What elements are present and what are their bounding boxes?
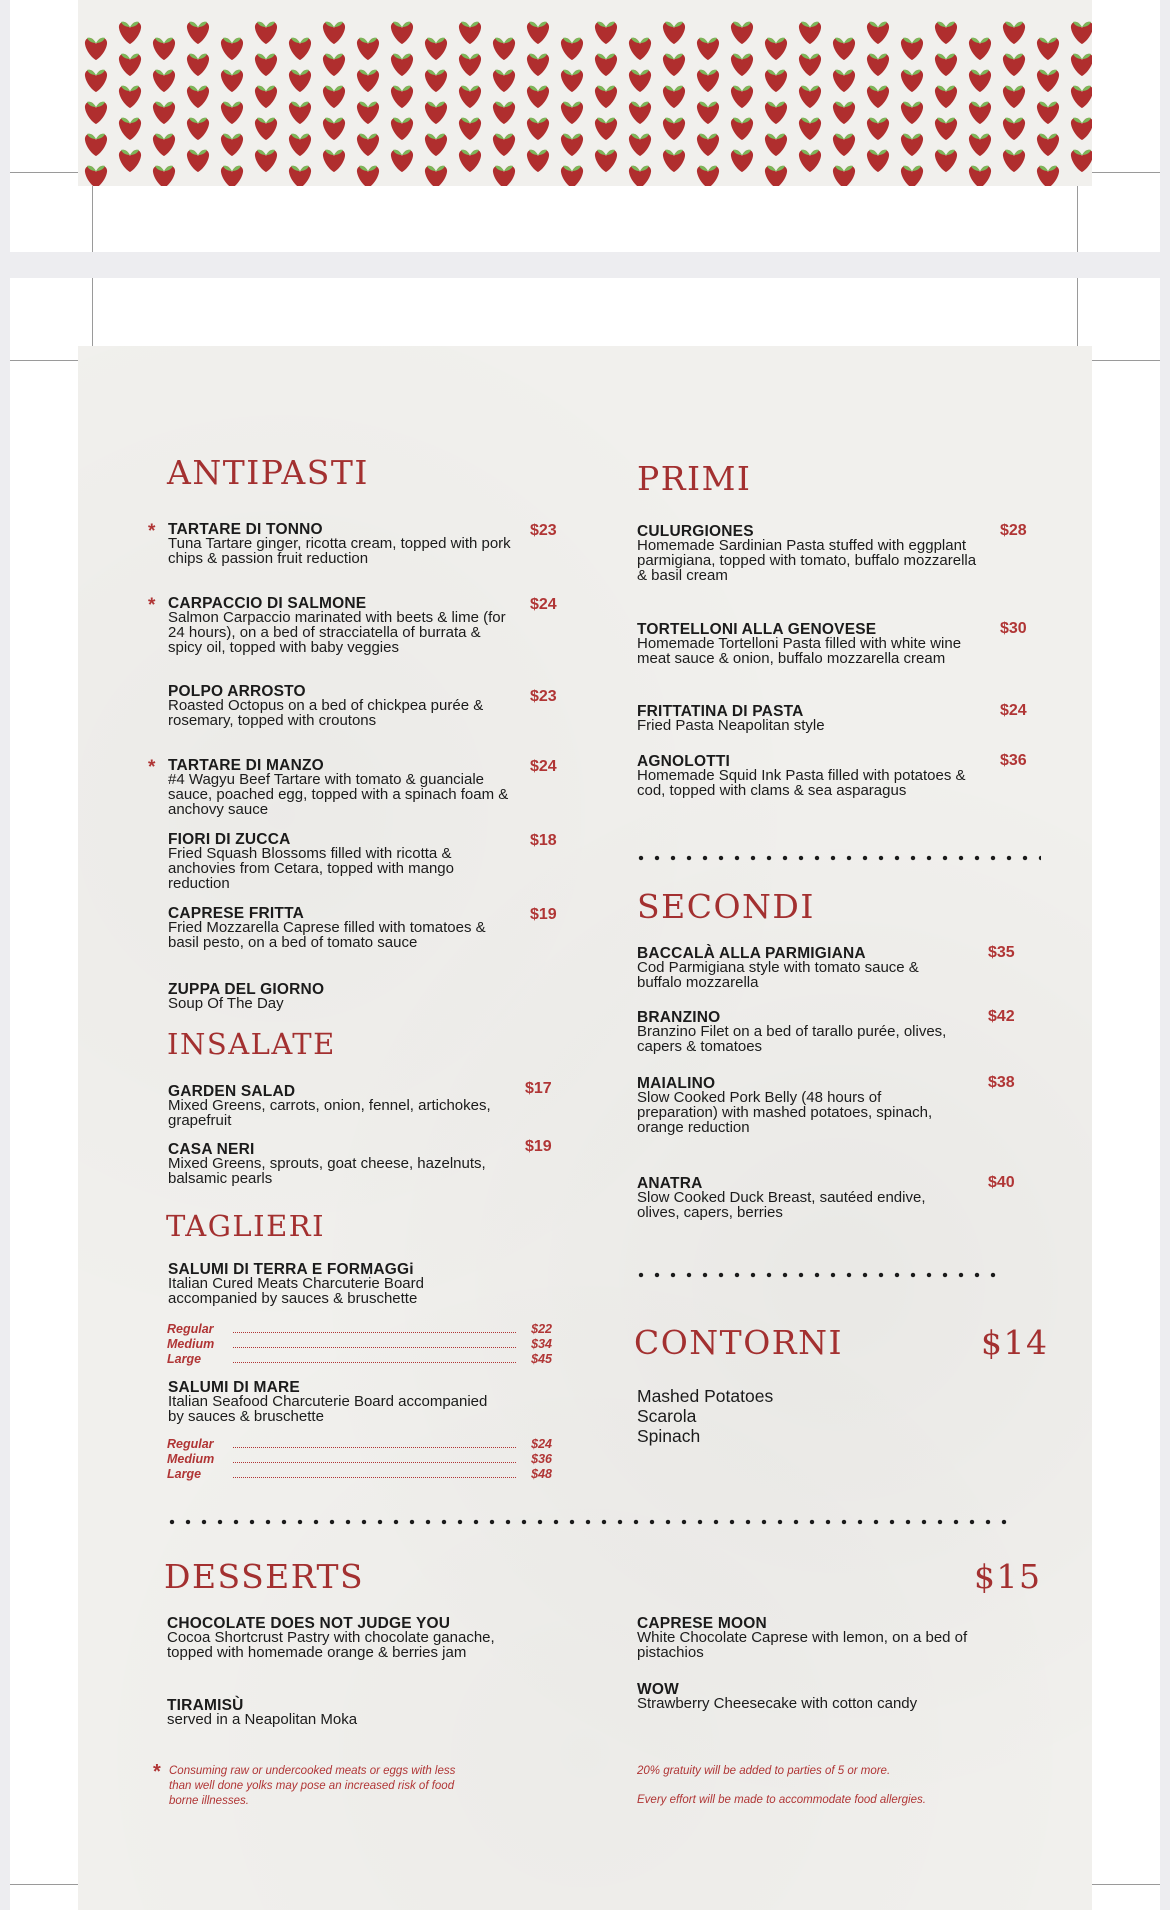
apple-icon [218,96,246,126]
apple-icon [762,32,790,62]
item-price: $40 [988,1174,1015,1191]
apple-icon [898,32,926,62]
apple-icon [184,112,212,142]
dot-leader [233,1462,516,1463]
apple-icon [252,48,280,78]
apple-icon [1034,96,1062,126]
dessert-tiramisu [167,1698,507,1728]
apple-icon [558,160,586,186]
menu-item-tartare-di-manzo [168,758,513,817]
item-price: $38 [988,1074,1015,1091]
apple-icon [1000,16,1028,46]
apple-icon [456,144,484,174]
item-desc: #4 Wagyu Beef Tartare with tomato & guanciale sauce, poached egg, topped with a spinach foam & anchovy sauce [168,771,509,818]
apple-icon [830,160,858,186]
size-price-row [167,1352,552,1366]
apple-icon [490,160,518,186]
apple-icon [82,64,110,94]
apple-icon [218,128,246,158]
apple-icon [456,48,484,78]
size-price: $36 [531,1452,552,1466]
apple-icon [320,112,348,142]
crop-mark [10,172,78,173]
apple-icon [1000,80,1028,110]
size-label: Regular [167,1322,214,1336]
apple-icon [592,16,620,46]
item-name: CARPACCIO DI SALMONE [168,595,367,612]
apple-icon [1068,112,1092,142]
apple-icon [388,80,416,110]
apple-icon [354,64,382,94]
apple-icon [286,32,314,62]
item-name: BACCALÀ ALLA PARMIGIANA [637,945,866,962]
apple-icon [830,128,858,158]
dessert-caprese-moon [637,1616,977,1661]
apple-icon [762,160,790,186]
apple-icon [524,80,552,110]
apple-icon [456,16,484,46]
menu-item-salumi-di-terra [168,1262,498,1307]
item-price: $17 [525,1080,552,1097]
item-name: WOW [637,1681,679,1698]
apple-icon [116,144,144,174]
apple-icon [694,32,722,62]
item-desc: Slow Cooked Pork Belly (48 hours of preparation) with mashed potatoes, spinach, orange reduction [637,1089,933,1136]
apple-icon [932,48,960,78]
apple-icon [762,64,790,94]
apple-icon [1068,144,1092,174]
item-price: $19 [525,1138,552,1155]
apple-icon [1034,32,1062,62]
menu-item-culurgiones [637,524,977,583]
apple-icon [966,128,994,158]
apple-icon [1068,48,1092,78]
apple-icon [864,80,892,110]
apple-icon [354,32,382,62]
apple-icon [252,80,280,110]
menu-item-garden-salad [168,1084,513,1129]
menu-item-baccala [637,946,967,991]
menu-item-frittatina [637,704,977,734]
apple-icon [966,160,994,186]
item-name: CAPRESE FRITTA [168,905,304,922]
size-price-row [167,1322,552,1336]
item-desc: Fried Squash Blossoms filled with ricotta & anchovies from Cetara, topped with mango reduction [168,845,454,892]
item-name: SALUMI DI TERRA E FORMAGGi [168,1261,414,1278]
size-price: $34 [531,1337,552,1351]
apple-icon [626,128,654,158]
apple-icon [286,160,314,186]
apple-icon [252,16,280,46]
apple-icon [694,64,722,94]
apple-icon [456,112,484,142]
item-desc: Mixed Greens, carrots, onion, fennel, artichokes, grapefruit [168,1097,491,1129]
crop-mark [1092,360,1160,361]
apple-icon [592,112,620,142]
secondi-title: SECONDI [637,887,815,926]
item-desc: Fried Pasta Neapolitan style [637,717,825,734]
item-desc: Homemade Tortelloni Pasta filled with white wine meat sauce & onion, buffalo mozzarella cream [637,635,962,667]
item-name: BRANZINO [637,1009,721,1026]
item-name: POLPO ARROSTO [168,683,306,700]
apple-icon [524,112,552,142]
apple-icon [660,144,688,174]
apple-icon [388,48,416,78]
item-name: AGNOLOTTI [637,753,731,770]
apple-icon [660,112,688,142]
menu-item-tartare-di-tonno [168,522,513,567]
item-name: CASA NERI [168,1141,255,1158]
apple-icon [1000,112,1028,142]
apple-icon [830,96,858,126]
apple-icon [728,144,756,174]
size-price-row [167,1452,552,1466]
apple-icon [558,96,586,126]
item-desc: Mixed Greens, sprouts, goat cheese, hazelnuts, balsamic pearls [168,1155,486,1187]
apple-icon [558,128,586,158]
dot-leader [233,1362,516,1363]
apple-icon [320,144,348,174]
apple-icon [524,48,552,78]
apple-icon [762,96,790,126]
apple-icon [320,80,348,110]
menu-item-tortelloni [637,622,977,667]
apple-icon [626,64,654,94]
item-name: ZUPPA DEL GIORNO [168,981,325,998]
crop-mark [92,186,93,252]
item-price: $24 [1000,702,1027,719]
apple-icon [932,80,960,110]
raw-food-warning: Consuming raw or undercooked meats or eggs with less than well done yolks may pose an increased risk of food borne illnesses. [169,1765,456,1807]
item-desc: Homemade Squid Ink Pasta filled with potatoes & cod, topped with clams & sea asparagus [637,767,966,799]
apple-icon [762,128,790,158]
apple-icon [150,96,178,126]
apple-icon [218,32,246,62]
allergy-note: Every effort will be made to accommodate food allergies. [637,1794,926,1806]
apple-icon [116,80,144,110]
apple-icon [626,160,654,186]
item-name: FIORI DI ZUCCA [168,831,291,848]
apple-icon [1000,48,1028,78]
apple-icon [694,160,722,186]
apple-icon [728,48,756,78]
menu-item-carpaccio-di-salmone [168,596,513,655]
apple-icon [898,128,926,158]
item-price: $30 [1000,620,1027,637]
apple-icon [626,32,654,62]
item-desc: Slow Cooked Duck Breast, sautéed endive, olives, capers, berries [637,1189,926,1221]
item-desc: Italian Cured Meats Charcuterie Board accompanied by sauces & bruschette [168,1275,424,1307]
item-name: GARDEN SALAD [168,1083,296,1100]
item-price: $24 [530,596,557,613]
apple-icon [558,64,586,94]
size-label: Large [167,1352,202,1366]
apple-icon [966,96,994,126]
apple-icon [490,32,518,62]
size-label: Medium [167,1452,215,1466]
item-price: $42 [988,1008,1015,1025]
apple-icon [1000,144,1028,174]
item-name: SALUMI DI MARE [168,1379,300,1396]
apple-icon [116,112,144,142]
apple-icon [898,64,926,94]
menu-item-zuppa-del-giorno [168,982,513,1012]
item-name: TARTARE DI MANZO [168,757,324,774]
item-name: FRITTATINA DI PASTA [637,703,804,720]
item-desc: Branzino Filet on a bed of tarallo purée, olives, capers & tomatoes [637,1023,947,1055]
apple-icon [1034,128,1062,158]
apple-icon [218,160,246,186]
crop-mark [92,278,93,346]
apple-icon [218,64,246,94]
item-desc: Cod Parmigiana style with tomato sauce & buffalo mozzarella [637,959,919,991]
item-desc: White Chocolate Caprese with lemon, on a bed of pistachios [637,1629,968,1661]
apple-icon [184,144,212,174]
primi-title: PRIMI [637,459,752,498]
size-label: Regular [167,1437,214,1451]
gratuity-note: 20% gratuity will be added to parties of 5 or more. [637,1765,891,1777]
menu-item-maialino [637,1076,937,1135]
apple-icon [694,96,722,126]
size-price: $22 [531,1322,552,1336]
menu-item-agnolotti [637,754,977,799]
item-name: CAPRESE MOON [637,1615,767,1632]
apple-icon [898,160,926,186]
apple-icon [252,112,280,142]
taglieri-title: TAGLIERI [166,1209,326,1243]
item-name: MAIALINO [637,1075,716,1092]
apple-icon [388,112,416,142]
dessert-chocolate [167,1616,507,1661]
item-desc: Salmon Carpaccio marinated with beets & lime (for 24 hours), on a bed of stracciatella of burrata & spicy oil, topped with baby veggies [168,609,506,656]
apple-icon [388,144,416,174]
item-desc: Italian Seafood Charcuterie Board accompanied by sauces & bruschette [168,1393,488,1425]
apple-icon [320,16,348,46]
item-price: $24 [530,758,557,775]
crop-mark [1077,278,1078,346]
item-price: $23 [530,522,557,539]
item-desc: Cocoa Shortcrust Pastry with chocolate ganache, topped with homemade orange & berries jam [167,1629,495,1661]
desserts-title: DESSERTS [164,1557,365,1596]
size-price-row [167,1337,552,1351]
apple-icon [626,96,654,126]
apple-icon [286,96,314,126]
apple-icon [116,16,144,46]
apple-icon [490,64,518,94]
apple-icon [150,128,178,158]
apple-icon [184,16,212,46]
dessert-wow [637,1682,1007,1712]
apple-icon [1034,64,1062,94]
apple-icon [796,16,824,46]
apple-icon [524,144,552,174]
apple-icon [660,80,688,110]
apple-icon [728,112,756,142]
size-price: $48 [531,1467,552,1481]
dot-leader [233,1332,516,1333]
apple-icon [660,48,688,78]
apple-icon [660,16,688,46]
dot-leader [233,1477,516,1478]
menu-item-branzino [637,1010,967,1055]
apple-icon [150,64,178,94]
antipasti-title: ANTIPASTI [167,453,369,492]
apple-icon [796,80,824,110]
apple-icon [1068,16,1092,46]
footnote-star: * [153,1761,161,1783]
item-desc: Roasted Octopus on a bed of chickpea purée & rosemary, topped with croutons [168,697,484,729]
apple-icon [966,32,994,62]
contorni-price: $14 [981,1323,1049,1362]
apple-icon [728,80,756,110]
apple-icon [830,32,858,62]
menu-item-polpo-arrosto [168,684,513,729]
side-item: Scarola [637,1406,697,1426]
item-desc: served in a Neapolitan Moka [167,1711,358,1728]
insalate-title: INSALATE [167,1027,336,1061]
dot-leader [233,1447,516,1448]
menu-item-salumi-di-mare [168,1380,498,1425]
dotted-divider [633,855,1041,861]
item-desc: Strawberry Cheesecake with cotton candy [637,1695,918,1712]
apple-icon [592,48,620,78]
contorni-title: CONTORNI [634,1323,844,1362]
apple-icon [864,48,892,78]
apple-icon [864,16,892,46]
item-price: $36 [1000,752,1027,769]
apple-icon [694,128,722,158]
item-price: $35 [988,944,1015,961]
item-price: $18 [530,832,557,849]
apple-icon [184,48,212,78]
menu-item-anatra [637,1176,967,1221]
apple-icon [82,96,110,126]
item-desc: Soup Of The Day [168,995,284,1012]
apple-icon [286,128,314,158]
apple-pattern-band [78,0,1092,186]
apple-icon [796,144,824,174]
apple-icon [932,112,960,142]
item-desc: Tuna Tartare ginger, ricotta cream, topped with pork chips & passion fruit reduction [168,535,511,567]
apple-icon [422,128,450,158]
apple-icon [422,32,450,62]
apple-icon [82,128,110,158]
item-price: $28 [1000,522,1027,539]
apple-icon [286,64,314,94]
apple-icon [592,144,620,174]
crop-mark [10,360,78,361]
dotted-divider [633,1272,1001,1278]
raw-marker-star: * [148,521,156,542]
apple-icon [150,32,178,62]
side-item: Spinach [637,1426,701,1446]
apple-icon [898,96,926,126]
apple-icon [864,144,892,174]
apple-icon [422,96,450,126]
item-name: TORTELLONI ALLA GENOVESE [637,621,877,638]
size-price: $24 [531,1437,552,1451]
item-price: $23 [530,688,557,705]
apple-icon [456,80,484,110]
side-item: Mashed Potatoes [637,1386,774,1406]
apple-icon [354,96,382,126]
crop-mark [1092,1884,1160,1885]
apple-icon [116,48,144,78]
apple-icon [1068,80,1092,110]
crop-mark [1077,186,1078,252]
apple-icon [354,128,382,158]
apple-icon [864,112,892,142]
menu-item-fiori-di-zucca [168,832,513,891]
apple-icon [490,128,518,158]
apple-icon [592,80,620,110]
item-name: TIRAMISÙ [167,1697,244,1714]
size-price-row [167,1437,552,1451]
item-price: $19 [530,906,557,923]
apple-icon [422,160,450,186]
apple-icon [490,96,518,126]
size-price: $45 [531,1352,552,1366]
apple-icon [830,64,858,94]
item-name: CHOCOLATE DOES NOT JUDGE YOU [167,1615,451,1632]
item-name: ANATRA [637,1175,703,1192]
size-label: Medium [167,1337,215,1351]
apple-icon [388,16,416,46]
raw-marker-star: * [148,595,156,616]
apple-icon [932,16,960,46]
menu-item-casa-neri [168,1142,513,1187]
size-label: Large [167,1467,202,1481]
item-desc: Fried Mozzarella Caprese filled with tomatoes & basil pesto, on a bed of tomato sauce [168,919,486,951]
apple-icon [320,48,348,78]
apple-icon [796,48,824,78]
raw-marker-star: * [148,757,156,778]
item-name: CULURGIONES [637,523,754,540]
apple-icon [932,144,960,174]
apple-icon [558,32,586,62]
menu-item-caprese-fritta [168,906,513,951]
apple-icon [184,80,212,110]
item-desc: Homemade Sardinian Pasta stuffed with eggplant parmigiana, topped with tomato, buffalo mozzarella & basil cream [637,537,977,584]
apple-icon [728,16,756,46]
apple-icon [966,64,994,94]
size-price-row [167,1467,552,1481]
dot-leader [233,1347,516,1348]
desserts-price: $15 [974,1557,1042,1596]
crop-mark [10,1884,78,1885]
dotted-divider [164,1519,1012,1525]
apple-icon [354,160,382,186]
apple-icon [82,160,110,186]
apple-icon [422,64,450,94]
apple-icon [252,144,280,174]
apple-icon [796,112,824,142]
apple-icon [1034,160,1062,186]
crop-mark [1092,172,1160,173]
apple-icon [150,160,178,186]
apple-icon [82,32,110,62]
apple-icon [524,16,552,46]
item-name: TARTARE DI TONNO [168,521,323,538]
